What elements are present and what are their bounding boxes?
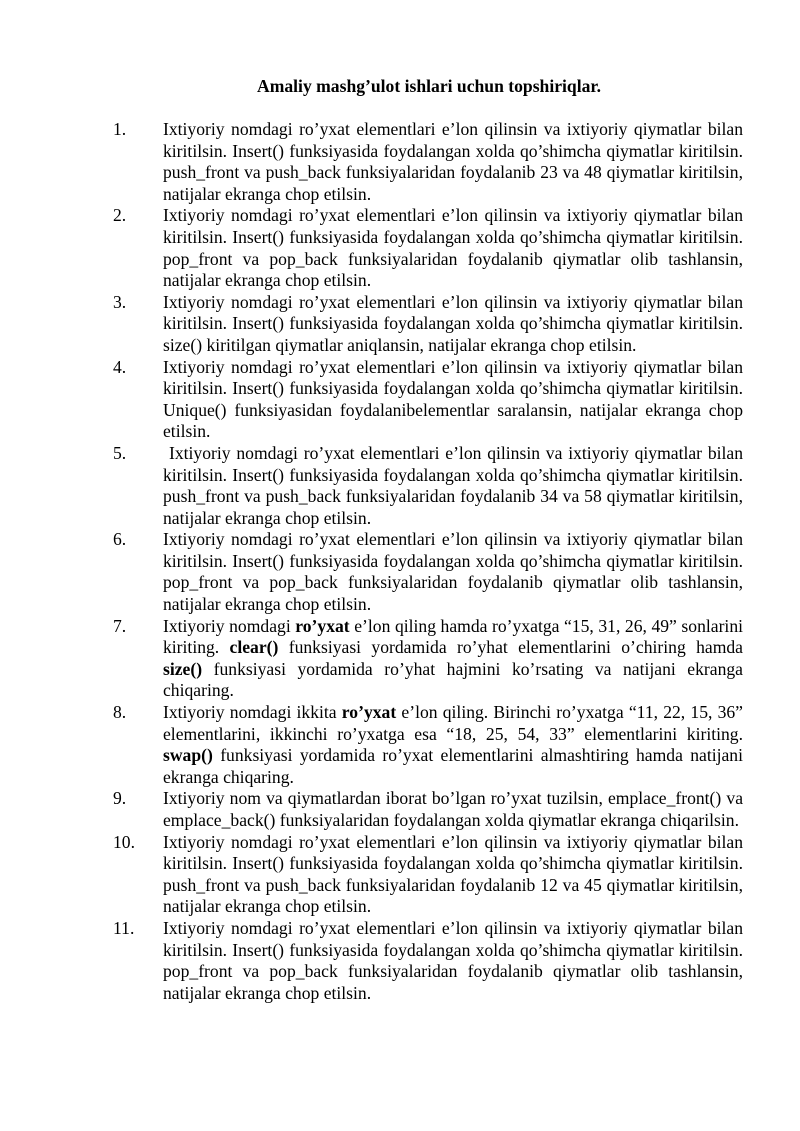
task-text: Ixtiyoriy nomdagi ro’yxat elementlari e’lon qilinsin va ixtiyoriy qiymatlar bilan kiritilsin. Insert() funksiyasida foydalangan xolda qo’shimcha qiymatlar kiritilsin. push_front va push_back funksiyalaridan foydalanib 12 va 45 qiymatlar kiritilsin, natijalar ekranga chop etilsin.	[163, 831, 743, 917]
task-text	[163, 702, 743, 788]
task-list	[113, 119, 743, 1004]
task-item-1	[113, 119, 743, 205]
keyword-size: size()	[163, 658, 203, 679]
text-run: funksiyasi yordamida ro’yhat hajmini ko’rsating va natijani ekranga chiqaring.	[163, 658, 743, 701]
task-number: 8.	[113, 702, 127, 723]
task-number: 1.	[113, 119, 127, 139]
task-text: Ixtiyoriy nomdagi ro’yxat elementlari e’lon qilinsin va ixtiyoriy qiymatlar bilan kiritilsin. Insert() funksiyasida foydalangan xolda qo’shimcha qiymatlar kiritilsin. push_front va push_back funksiyalaridan foydalanib 34 va 58 qiymatlar kiritilsin, natijalar ekranga chop etilsin.	[163, 442, 743, 528]
task-item-7	[113, 616, 743, 702]
keyword-royxat: ro’yxat	[295, 615, 350, 636]
task-text: Ixtiyoriy nomdagi ro’yxat elementlari e’lon qilinsin va ixtiyoriy qiymatlar bilan kiritilsin. Insert() funksiyasida foydalangan xolda qo’shimcha qiymatlar kiritilsin. pop_front va pop_back funksiyalaridan foydalanib qiymatlar olib tashlansin, natijalar ekranga chop etilsin.	[163, 205, 743, 291]
task-item-6	[113, 529, 743, 615]
text-run: funksiyasi yordamida ro’yxat elementlarini almashtiring hamda natijani ekranga chiqaring.	[163, 745, 743, 787]
task-text: Ixtiyoriy nom va qiymatlardan iborat bo’lgan ro’yxat tuzilsin, emplace_front() va emplace_back() funksiyalaridan foydalangan xolda qiymatlar ekranga chiqarilsin.	[163, 788, 743, 830]
task-item-3	[113, 292, 743, 357]
task-text: Ixtiyoriy nomdagi ro’yxat elementlari e’lon qilinsin va ixtiyoriy qiymatlar bilan kiritilsin. Insert() funksiyasida foydalangan xolda qo’shimcha qiymatlar kiritilsin. pop_front va pop_back funksiyalaridan foydalanib qiymatlar olib tashlansin, natijalar ekranga chop etilsin.	[163, 917, 743, 1003]
document-title: Amaliy mashg’ulot ishlari uchun topshiriqlar.	[257, 76, 601, 96]
task-text	[163, 616, 743, 702]
task-item-9	[113, 788, 743, 831]
task-number: 5.	[113, 442, 127, 463]
task-item-10	[113, 832, 743, 918]
keyword-clear: clear()	[229, 637, 279, 658]
text-run: funksiyasi yordamida ro’yhat elementlarini o’chiring hamda	[278, 637, 743, 658]
task-item-11	[113, 918, 743, 1004]
task-item-5	[113, 443, 743, 529]
task-text: Ixtiyoriy nomdagi ro’yxat elementlari e’lon qilinsin va ixtiyoriy qiymatlar bilan kiritilsin. Insert() funksiyasida foydalangan xolda qo’shimcha qiymatlar kiritilsin. push_front va push_back funksiyalaridan foydalanib 23 va 48 qiymatlar kiritilsin, natijalar ekranga chop etilsin.	[163, 119, 743, 204]
text-run: e’lon qiling hamda ro’yxatga “15, 31, 26, 49” sonlarini kiriting.	[163, 615, 743, 658]
task-text: Ixtiyoriy nomdagi ro’yxat elementlari e’lon qilinsin va ixtiyoriy qiymatlar bilan kiritilsin. Insert() funksiyasida foydalangan xolda qo’shimcha qiymatlar kiritilsin. size() kiritilgan qiymatlar aniqlansin, natijalar ekranga chop etilsin.	[163, 291, 743, 355]
task-number: 6.	[113, 529, 127, 550]
task-number: 2.	[113, 205, 127, 226]
task-number: 3.	[113, 291, 127, 312]
task-number: 4.	[113, 356, 127, 377]
text-run: Ixtiyoriy nomdagi ikkita	[163, 702, 342, 723]
keyword-royxat: ro’yxat	[341, 702, 397, 723]
task-number: 9.	[113, 788, 127, 809]
text-run: e’lon qiling. Birinchi ro’yxatga “11, 22, 15, 36” elementlarini, ikkinchi ro’yxatga esa “18, 25, 54, 33” elementlarini kiriting.	[163, 702, 743, 744]
task-item-2	[113, 205, 743, 291]
task-text: Ixtiyoriy nomdagi ro’yxat elementlari e’lon qilinsin va ixtiyoriy qiymatlar bilan kiritilsin. Insert() funksiyasida foydalangan xolda qo’shimcha qiymatlar kiritilsin. Unique() funksiyasidan foydalanibelementlar saralansin, natijalar ekranga chop etilsin.	[163, 356, 743, 442]
task-text: Ixtiyoriy nomdagi ro’yxat elementlari e’lon qilinsin va ixtiyoriy qiymatlar bilan kiritilsin. Insert() funksiyasida foydalangan xolda qo’shimcha qiymatlar kiritilsin. pop_front va pop_back funksiyalaridan foydalanib qiymatlar olib tashlansin, natijalar ekranga chop etilsin.	[163, 529, 743, 615]
task-number: 11.	[113, 917, 135, 938]
task-number: 10.	[113, 831, 135, 852]
task-item-8	[113, 702, 743, 788]
text-run: Ixtiyoriy nomdagi	[163, 615, 296, 636]
keyword-swap: swap()	[163, 745, 213, 766]
task-number: 7.	[113, 615, 127, 636]
task-item-4	[113, 357, 743, 443]
